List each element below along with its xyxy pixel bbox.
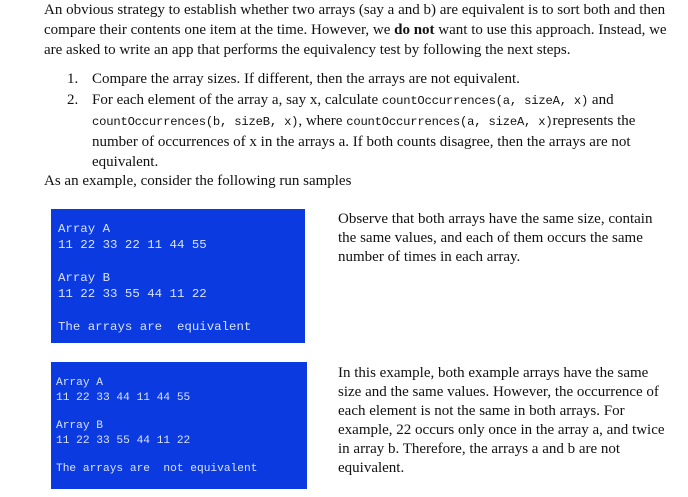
console-2-values-b: 11 22 33 55 44 11 22 [56,434,191,447]
console-2-spacer-1 [56,405,307,419]
console-1-result: The arrays are equivalent [58,320,252,334]
step-2-text-1: For each element of the array a, say x, calculate [92,92,382,108]
step-2-text-2: and [588,92,614,108]
example-2-note: In this example, both example arrays have the same size and the same values. However, the occurrence of each element is not the same in both arrays. For example, 22 occurs only once in the array a, and twice in array b. Therefore, the arrays a and b are not equivalent. [338,365,665,476]
console-2-label-a: Array A [56,377,103,389]
console-output-1 [51,209,305,343]
step-2-text-3: , where [298,113,347,129]
console-2-values-a: 11 22 33 44 11 44 55 [56,391,191,404]
console-2-spacer-2 [56,448,307,462]
console-2-label-b: Array B [56,420,103,432]
example-1-note: Observe that both arrays have the same size, contain the same values, and each of them occurs the same number of times in each array. [338,211,653,265]
step-1-number: 1. [67,71,79,87]
intro-emphasis: do not [394,22,435,38]
intro-text-1: An obvious strategy to establish whether two arrays (say a and b) are equivalent is to sort both and then compare their contents one item at the time. However, we [44,2,666,38]
step-2-code-1: countOccurrences(a, sizeA, x) [381,94,589,108]
step-2-number: 2. [67,92,79,108]
console-output-2 [51,362,307,489]
step-1 [67,69,679,89]
steps-list [67,69,679,173]
console-1-values-b: 11 22 33 55 44 11 22 [58,287,207,301]
console-1-spacer-1 [58,253,305,270]
console-1-label-b: Array B [58,271,111,285]
console-1-spacer-2 [58,302,305,319]
console-1-label-a: Array A [58,222,111,236]
intro-text-2: want to use this approach. Instead, we are asked to write an app that performs the equivalency test by following the next steps. [44,22,667,58]
step-2 [67,90,679,172]
console-2-result: The arrays are not equivalent [56,463,258,475]
console-1-values-a: 11 22 33 22 11 44 55 [58,238,207,252]
examples-lead: As an example, consider the following run samples [44,173,352,189]
step-1-text: Compare the array sizes. If different, then the arrays are not equivalent. [92,71,520,87]
step-2-code-2: countOccurrences(b, sizeB, x) [92,115,299,129]
step-2-text-4: represents the number of occurrences of x in the arrays a. If both counts disagree, then the arrays are not equivalent. [92,113,636,170]
intro-paragraph [44,0,674,60]
step-2-code-3: countOccurrences(a, sizeA, x) [346,115,553,129]
